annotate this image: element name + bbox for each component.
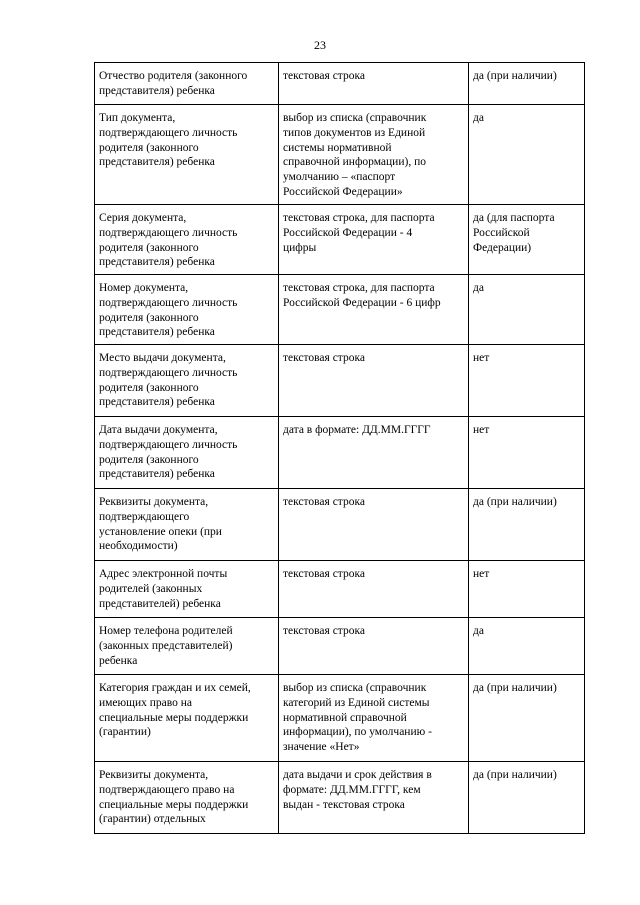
field-required: нет — [473, 352, 490, 364]
field-required-cell — [469, 275, 585, 345]
field-required-cell — [469, 345, 585, 417]
field-required: нет — [473, 568, 490, 580]
field-required: да — [473, 625, 484, 637]
table-row — [95, 63, 585, 105]
field-required-cell — [469, 105, 585, 205]
field-required: да (при наличии) — [473, 682, 557, 694]
field-required: да (при наличии) — [473, 70, 557, 82]
field-required-cell — [469, 762, 585, 834]
field-format: текстовая строка — [283, 568, 365, 580]
field-name-cell — [95, 618, 279, 675]
table-row — [95, 345, 585, 417]
field-required-cell — [469, 205, 585, 275]
field-name-cell — [95, 105, 279, 205]
table-row — [95, 105, 585, 205]
field-format: текстовая строка — [283, 352, 365, 364]
table-row — [95, 417, 585, 489]
field-name-cell — [95, 561, 279, 618]
table-row — [95, 618, 585, 675]
field-name: Дата выдачи документа, подтверждающего личность родителя (законного представителя) ребенка — [99, 424, 238, 481]
field-required: да — [473, 282, 484, 294]
field-required: да (при наличии) — [473, 496, 557, 508]
field-format-cell — [279, 675, 469, 762]
field-name-cell — [95, 345, 279, 417]
field-format-cell — [279, 105, 469, 205]
table-row — [95, 275, 585, 345]
field-format: текстовая строка — [283, 625, 365, 637]
field-name-cell — [95, 275, 279, 345]
field-required-cell — [469, 417, 585, 489]
field-name: Адрес электронной почты родителей (законных представителей) ребенка — [99, 568, 228, 610]
table-row — [95, 205, 585, 275]
field-format-cell — [279, 345, 469, 417]
field-required: нет — [473, 424, 490, 436]
field-format: текстовая строка, для паспорта Российской Федерации - 6 цифр — [283, 282, 441, 309]
field-required: да (для паспорта Российской Федерации) — [473, 212, 555, 254]
data-fields-table — [94, 62, 585, 834]
field-format-cell — [279, 618, 469, 675]
field-format: дата в формате: ДД.ММ.ГГГГ — [283, 424, 431, 436]
field-name-cell — [95, 205, 279, 275]
field-format: текстовая строка, для паспорта Российской Федерации - 4 цифры — [283, 212, 435, 254]
field-format-cell — [279, 205, 469, 275]
field-name: Отчество родителя (законного представителя) ребенка — [99, 70, 248, 97]
field-name-cell — [95, 63, 279, 105]
field-required-cell — [469, 63, 585, 105]
field-name: Серия документа, подтверждающего личность родителя (законного представителя) ребенка — [99, 212, 238, 269]
table-row — [95, 561, 585, 618]
field-name: Категория граждан и их семей, имеющих право на специальные меры поддержки (гарантии) — [99, 682, 251, 739]
field-name: Место выдачи документа, подтверждающего личность родителя (законного представителя) ребенка — [99, 352, 238, 409]
table-row — [95, 675, 585, 762]
field-name: Реквизиты документа, подтверждающего установление опеки (при необходимости) — [99, 496, 222, 553]
field-format-cell — [279, 561, 469, 618]
page-number: 23 — [314, 38, 326, 52]
field-required: да — [473, 112, 484, 124]
field-name: Тип документа, подтверждающего личность родителя (законного представителя) ребенка — [99, 112, 238, 169]
field-format: дата выдачи и срок действия в формате: ДД.ММ.ГГГГ, кем выдан - текстовая строка — [283, 769, 432, 811]
table-row — [95, 489, 585, 561]
field-format-cell — [279, 762, 469, 834]
field-required: да (при наличии) — [473, 769, 557, 781]
field-name-cell — [95, 489, 279, 561]
field-name-cell — [95, 417, 279, 489]
field-format: выбор из списка (справочник категорий из Единой системы нормативной справочной информации), по умолчанию - значение «Нет» — [283, 682, 432, 754]
field-required-cell — [469, 561, 585, 618]
field-format: выбор из списка (справочник типов документов из Единой системы нормативной справочной информации), по умолчанию – «паспорт Российской Федерации» — [283, 112, 427, 198]
field-name-cell — [95, 675, 279, 762]
field-name: Номер телефона родителей (законных представителей) ребенка — [99, 625, 233, 667]
field-format-cell — [279, 63, 469, 105]
field-format-cell — [279, 489, 469, 561]
field-format: текстовая строка — [283, 70, 365, 82]
field-name: Номер документа, подтверждающего личность родителя (законного представителя) ребенка — [99, 282, 238, 339]
field-format-cell — [279, 417, 469, 489]
field-name-cell — [95, 762, 279, 834]
table-row — [95, 762, 585, 834]
field-format-cell — [279, 275, 469, 345]
field-required-cell — [469, 489, 585, 561]
field-required-cell — [469, 618, 585, 675]
field-required-cell — [469, 675, 585, 762]
field-format: текстовая строка — [283, 496, 365, 508]
field-name: Реквизиты документа, подтверждающего право на специальные меры поддержки (гарантии) отдельных — [99, 769, 249, 826]
